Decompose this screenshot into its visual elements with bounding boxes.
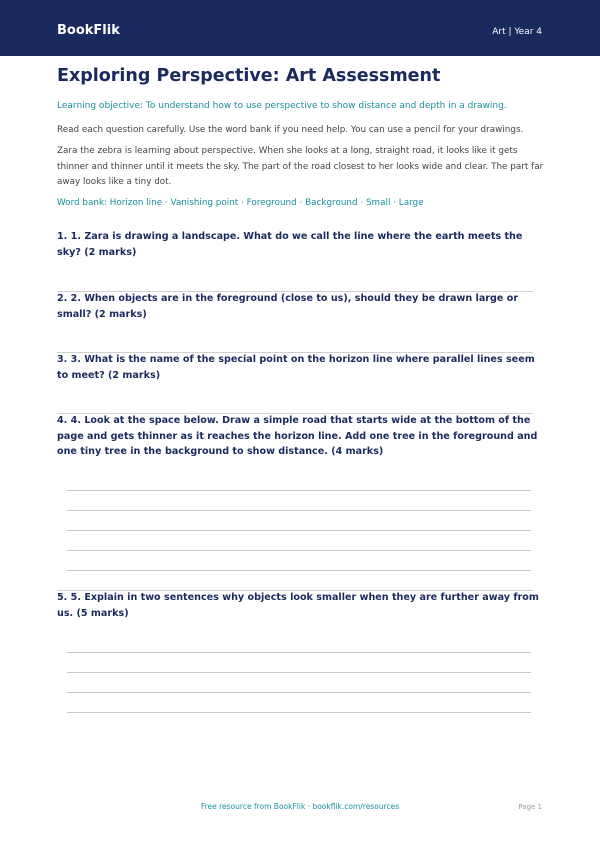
question-1: 1. 1. Zara is drawing a landscape. What do we call the line where the earth meets the sky? (2 marks) xyxy=(57,231,523,258)
question-4: 4. 4. Look at the space below. Draw a simple road that starts wide at the bottom of the page and gets thinner as it reaches the horizon line. Add one tree in the foreground and one tiny tree in the background to show distance. (4 marks) xyxy=(57,415,538,457)
answer-line[interactable] xyxy=(67,490,531,491)
instructions: Read each question carefully. Use the word bank if you need help. You can use a pencil for your drawings. xyxy=(57,125,524,135)
brand-logo: BookFlik xyxy=(57,23,120,38)
story-paragraph: Zara the zebra is learning about perspective. When she looks at a long, straight road, it looks like it gets thinner and thinner until it meets the sky. The part of the road closest to her looks wide and clear. The part far away looks like a tiny dot. xyxy=(57,146,544,187)
answer-line[interactable] xyxy=(67,530,531,531)
answer-line[interactable] xyxy=(67,570,531,571)
page-number: Page 1 xyxy=(518,803,542,811)
word-bank: Word bank: Horizon line · Vanishing point · Foreground · Background · Small · Large xyxy=(57,198,424,208)
answer-line[interactable] xyxy=(67,712,531,713)
subject-year-label: Art | Year 4 xyxy=(492,27,542,37)
answer-line[interactable] xyxy=(67,550,531,551)
question-5: 5. 5. Explain in two sentences why objects look smaller when they are further away from us. (5 marks) xyxy=(57,592,539,619)
page-title: Exploring Perspective: Art Assessment xyxy=(57,66,441,86)
question-3: 3. 3. What is the name of the special point on the horizon line where parallel lines seem to meet? (2 marks) xyxy=(57,354,535,381)
page-header xyxy=(0,0,600,56)
answer-line[interactable] xyxy=(67,510,531,511)
answer-line[interactable] xyxy=(67,652,531,653)
question-2: 2. 2. When objects are in the foreground (close to us), should they be drawn large or small? (2 marks) xyxy=(57,293,519,320)
learning-objective: Learning objective: To understand how to use perspective to show distance and depth in a drawing. xyxy=(57,101,507,111)
answer-line[interactable] xyxy=(67,672,531,673)
footer-text: Free resource from BookFlik · bookflik.com/resources xyxy=(200,802,400,811)
answer-line[interactable] xyxy=(67,692,531,693)
